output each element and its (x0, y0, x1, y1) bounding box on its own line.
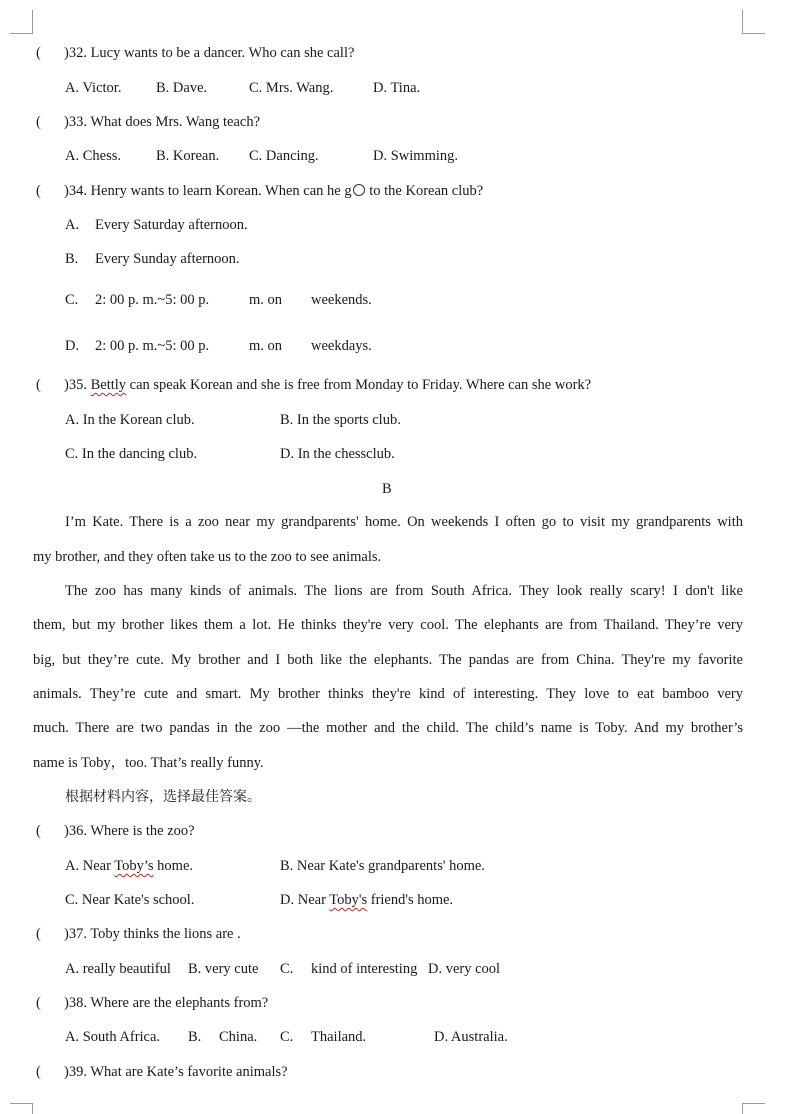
question-stem: )35. Bettly can speak Korean and she is free from Monday to Friday. Where can she work? (64, 377, 592, 393)
corner-mark-top-right (743, 33, 765, 34)
option-d: D. Swimming. (373, 148, 458, 164)
section-heading: B (382, 481, 392, 497)
passage-line: I’m Kate. There is a zoo near my grandparents' home. On weekends I often go to visit my grandparents with (65, 514, 743, 530)
question-stem: )32. Lucy wants to be a dancer. Who can she call? (64, 45, 355, 61)
instruction: 根据材料内容，选择最佳答案。 (65, 789, 261, 805)
option-d: D. Tina. (373, 80, 421, 96)
corner-mark-top-left (10, 33, 32, 34)
question-stem: )36. Where is the zoo? (64, 823, 195, 839)
corner-mark-bottom-right-v (742, 1103, 743, 1114)
option-a: A. In the Korean club. (65, 412, 195, 428)
answer-paren[interactable]: ( (36, 114, 41, 130)
passage-line: big, but they’re cute. My brother and I both like the elephants. The pandas are from China. They're my favorite (33, 652, 743, 668)
question-stem: )37. Toby thinks the lions are . (64, 926, 241, 942)
option-d: D. Near Toby's friend's home. (280, 892, 454, 908)
corner-mark-top-right-v (742, 10, 743, 34)
answer-paren[interactable]: ( (36, 377, 41, 393)
option-c: C. Dancing. (249, 148, 319, 164)
option-d-time: 2: 00 p. m.~5: 00 p. (95, 338, 210, 354)
circle-mark-icon (353, 184, 365, 196)
option-b-text: Every Sunday afternoon. (95, 251, 240, 267)
option-b: B. Korean. (156, 148, 220, 164)
option-d: D. very cool (428, 961, 501, 977)
option-d: D. In the chessclub. (280, 446, 395, 462)
option-c: C. Mrs. Wang. (249, 80, 334, 96)
answer-paren[interactable]: ( (36, 1064, 41, 1080)
option-b-text: China. (219, 1029, 258, 1045)
question-stem: )38. Where are the elephants from? (64, 995, 269, 1011)
option-c: C. Near Kate's school. (65, 892, 195, 908)
option-d-m: m. on (249, 338, 283, 354)
passage-line: them, but my brother likes them a lot. He thinks they're very cool. The elephants are from Thailand. They’re very (33, 617, 743, 633)
option-d: D. Australia. (434, 1029, 508, 1045)
question-stem: )39. What are Kate’s favorite animals? (64, 1064, 288, 1080)
option-a-letter: A. (65, 217, 80, 233)
option-c-text: kind of interesting (311, 961, 418, 977)
option-a: A. really beautiful (65, 961, 171, 977)
answer-paren[interactable]: ( (36, 823, 41, 839)
option-a: A. Near Toby’s home. (65, 858, 194, 874)
option-d-letter: D. (65, 338, 80, 354)
corner-mark-bottom-left-v (32, 1103, 33, 1114)
option-b-letter: B. (65, 251, 79, 267)
option-c-letter: C. (65, 292, 79, 308)
passage-line: name is Toby，too. That’s really funny. (33, 755, 264, 771)
question-stem: )33. What does Mrs. Wang teach? (64, 114, 261, 130)
option-c-days: weekends. (311, 292, 372, 308)
option-c: C. In the dancing club. (65, 446, 198, 462)
answer-paren[interactable]: ( (36, 926, 41, 942)
corner-mark-top-left-v (32, 10, 33, 34)
corner-mark-bottom-right (743, 1103, 765, 1104)
option-a: A. Chess. (65, 148, 121, 164)
answer-paren[interactable]: ( (36, 45, 41, 61)
option-c-text: Thailand. (311, 1029, 367, 1045)
question-stem: )34. Henry wants to learn Korean. When can he g to the Korean club? (64, 183, 484, 199)
answer-paren[interactable]: ( (36, 995, 41, 1011)
option-a: A. Victor. (65, 80, 122, 96)
option-a-text: Every Saturday afternoon. (95, 217, 248, 233)
passage-line: much. There are two pandas in the zoo —the mother and the child. The child’s name is Toby. And my brother’s (33, 720, 743, 736)
passage-line: The zoo has many kinds of animals. The lions are from South Africa. They look really scary! I don't like (65, 583, 743, 599)
option-c-time: 2: 00 p. m.~5: 00 p. (95, 292, 210, 308)
corner-mark-bottom-left (10, 1103, 32, 1104)
option-b: B. very cute (188, 961, 259, 977)
answer-paren[interactable]: ( (36, 183, 41, 199)
option-b: B. Near Kate's grandparents' home. (280, 858, 485, 874)
option-c-m: m. on (249, 292, 283, 308)
option-b: B. In the sports club. (280, 412, 401, 428)
option-b: B. Dave. (156, 80, 208, 96)
passage-line: animals. They’re cute and smart. My brother thinks they're kind of interesting. They love to eat bamboo very (33, 686, 743, 702)
option-a: A. South Africa. (65, 1029, 161, 1045)
option-b-letter: B. (188, 1029, 202, 1045)
passage-line: my brother, and they often take us to the zoo to see animals. (33, 549, 382, 565)
option-c-letter: C. (280, 1029, 294, 1045)
option-d-days: weekdays. (311, 338, 372, 354)
option-c-letter: C. (280, 961, 294, 977)
